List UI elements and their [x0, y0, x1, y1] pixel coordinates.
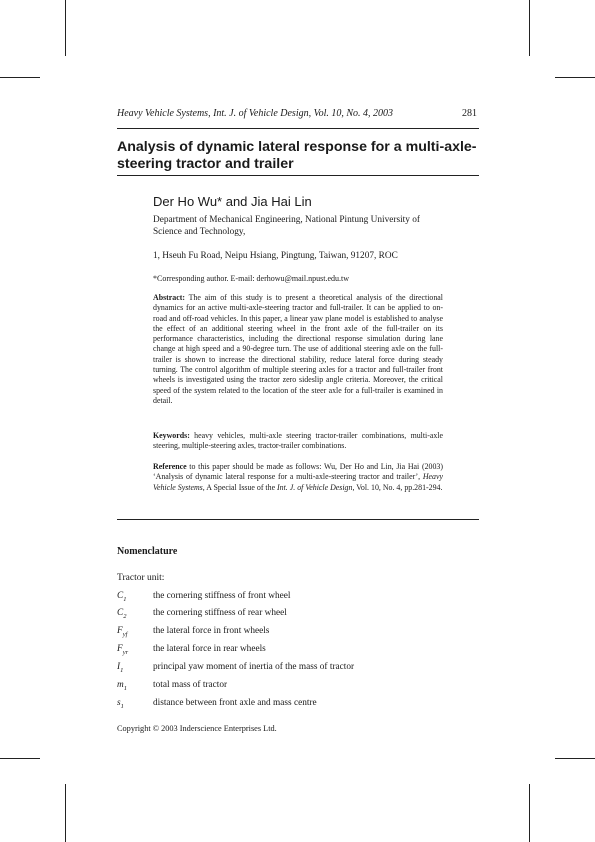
reference — [153, 462, 443, 493]
section-rule — [117, 519, 479, 520]
corresponding-author: *Corresponding author. E-mail: derhowu@mail.npust.edu.tw — [153, 274, 350, 283]
crop-mark — [0, 77, 40, 78]
keywords — [153, 431, 443, 452]
abstract-text: The aim of this study is to present a theoretical analysis of the directional dynamics for an active multi-axle-steering tractor and full-trailer. It can be applied to on-road and off-road vehicles. In this paper, a linear yaw plane model is established to analyse the effect of an additional steering wheel in the front axle of the full-trailer on its performance characteristics, including the directional response simulation during lane change at high speed and a 90-degree turn. The use of additional steering axle on the full-trailer is shown to increase the directional stability, reduce lateral force during steady turning. The control algorithm of multiple steering axles for a tractor and full-trailer front wheels is investigated using the tractor zero sideslip angle criteria. Moreover, the critical speed of the system related to the location of the steer axle for a full-trailer is examined in detail. — [153, 293, 443, 405]
symbol-letter: s — [117, 698, 121, 708]
affiliation-line: Science and Technology, — [153, 227, 246, 238]
symbol-letter: C — [117, 591, 124, 601]
nomenclature-row — [117, 680, 457, 694]
crop-mark — [65, 0, 66, 56]
symbol-letter: C — [117, 608, 124, 618]
crop-mark — [555, 77, 595, 78]
keywords-label: Keywords: — [153, 431, 190, 440]
symbol-letter: I — [117, 662, 121, 672]
nomenclature-row — [117, 608, 457, 622]
crop-mark — [529, 0, 530, 56]
symbol-subscript: yr — [122, 648, 129, 656]
copyright: Copyright © 2003 Inderscience Enterprises Ltd. — [117, 724, 277, 733]
symbol — [117, 644, 128, 656]
symbol — [117, 626, 127, 638]
reference-text: , A Special Issue of the — [202, 482, 278, 492]
definition: the lateral force in rear wheels — [153, 644, 266, 654]
address: 1, Hseuh Fu Road, Neipu Hsiang, Pingtung, Taiwan, 91207, ROC — [153, 251, 398, 261]
nomenclature-heading: Nomenclature — [117, 546, 178, 557]
symbol-subscript: 1 — [123, 595, 127, 603]
crop-mark — [65, 784, 66, 842]
reference-text: to this paper should be made as follows: Wu, Der Ho and Lin, Jia Hai (2003) ‘Analysis of dynamic lateral response for a multi-axle-steering tractor and trailer’, — [153, 462, 443, 482]
symbol-letter: m — [117, 680, 124, 690]
crop-mark — [0, 758, 40, 759]
reference-label: Reference — [153, 462, 187, 471]
symbol-letter: F — [117, 626, 123, 636]
crop-mark — [529, 784, 530, 842]
nomenclature-row — [117, 698, 457, 712]
symbol-subscript: 1 — [123, 684, 127, 692]
paper-title — [117, 139, 479, 173]
symbol-subscript: 1 — [120, 702, 124, 710]
symbol — [117, 608, 126, 620]
symbol-subscript: yf — [122, 630, 128, 638]
affiliation-line: Department of Mechanical Engineering, National Pintung University of — [153, 215, 420, 225]
running-head: Heavy Vehicle Systems, Int. J. of Vehicle Design, Vol. 10, No. 4, 2003 — [117, 108, 394, 119]
title-rule — [117, 175, 479, 176]
title-line: steering tractor and trailer — [117, 156, 294, 172]
keywords-text: heavy vehicles, multi-axle steering tractor-trailer combinations, multi-axle steering, multiple-steering axles, tractor-trailer combinations. — [153, 431, 443, 451]
page-number: 281 — [462, 108, 477, 119]
nomenclature-group: Tractor unit: — [117, 573, 165, 583]
title-line: Analysis of dynamic lateral response for a multi-axle- — [117, 139, 477, 155]
symbol-subscript: 2 — [123, 612, 127, 620]
definition: the lateral force in front wheels — [153, 626, 270, 636]
nomenclature-row — [117, 662, 457, 676]
affiliation — [153, 214, 443, 239]
symbol — [117, 662, 123, 674]
symbol-letter: F — [117, 644, 123, 654]
symbol-subscript: 1 — [120, 666, 124, 674]
journal-name: Heavy Vehicle Systems — [153, 472, 443, 492]
header-rule — [117, 128, 479, 129]
symbol — [117, 698, 124, 710]
reference-text: , Vol. 10, No. 4, pp.281-294. — [352, 482, 443, 492]
abstract-label: Abstract: — [153, 293, 185, 302]
journal-name: Int. J. of Vehicle Design — [277, 482, 353, 492]
running-header — [117, 108, 477, 119]
crop-mark — [555, 758, 595, 759]
definition: total mass of tractor — [153, 680, 228, 690]
abstract — [153, 293, 443, 406]
nomenclature-row — [117, 644, 457, 658]
nomenclature-row — [117, 626, 457, 640]
nomenclature-row — [117, 591, 457, 605]
definition: principal yaw moment of inertia of the mass of tractor — [153, 662, 355, 672]
definition: the cornering stiffness of front wheel — [153, 591, 291, 601]
symbol — [117, 591, 126, 603]
authors: Der Ho Wu* and Jia Hai Lin — [153, 194, 312, 209]
definition: the cornering stiffness of rear wheel — [153, 608, 287, 618]
symbol — [117, 680, 127, 692]
definition: distance between front axle and mass centre — [153, 698, 317, 708]
